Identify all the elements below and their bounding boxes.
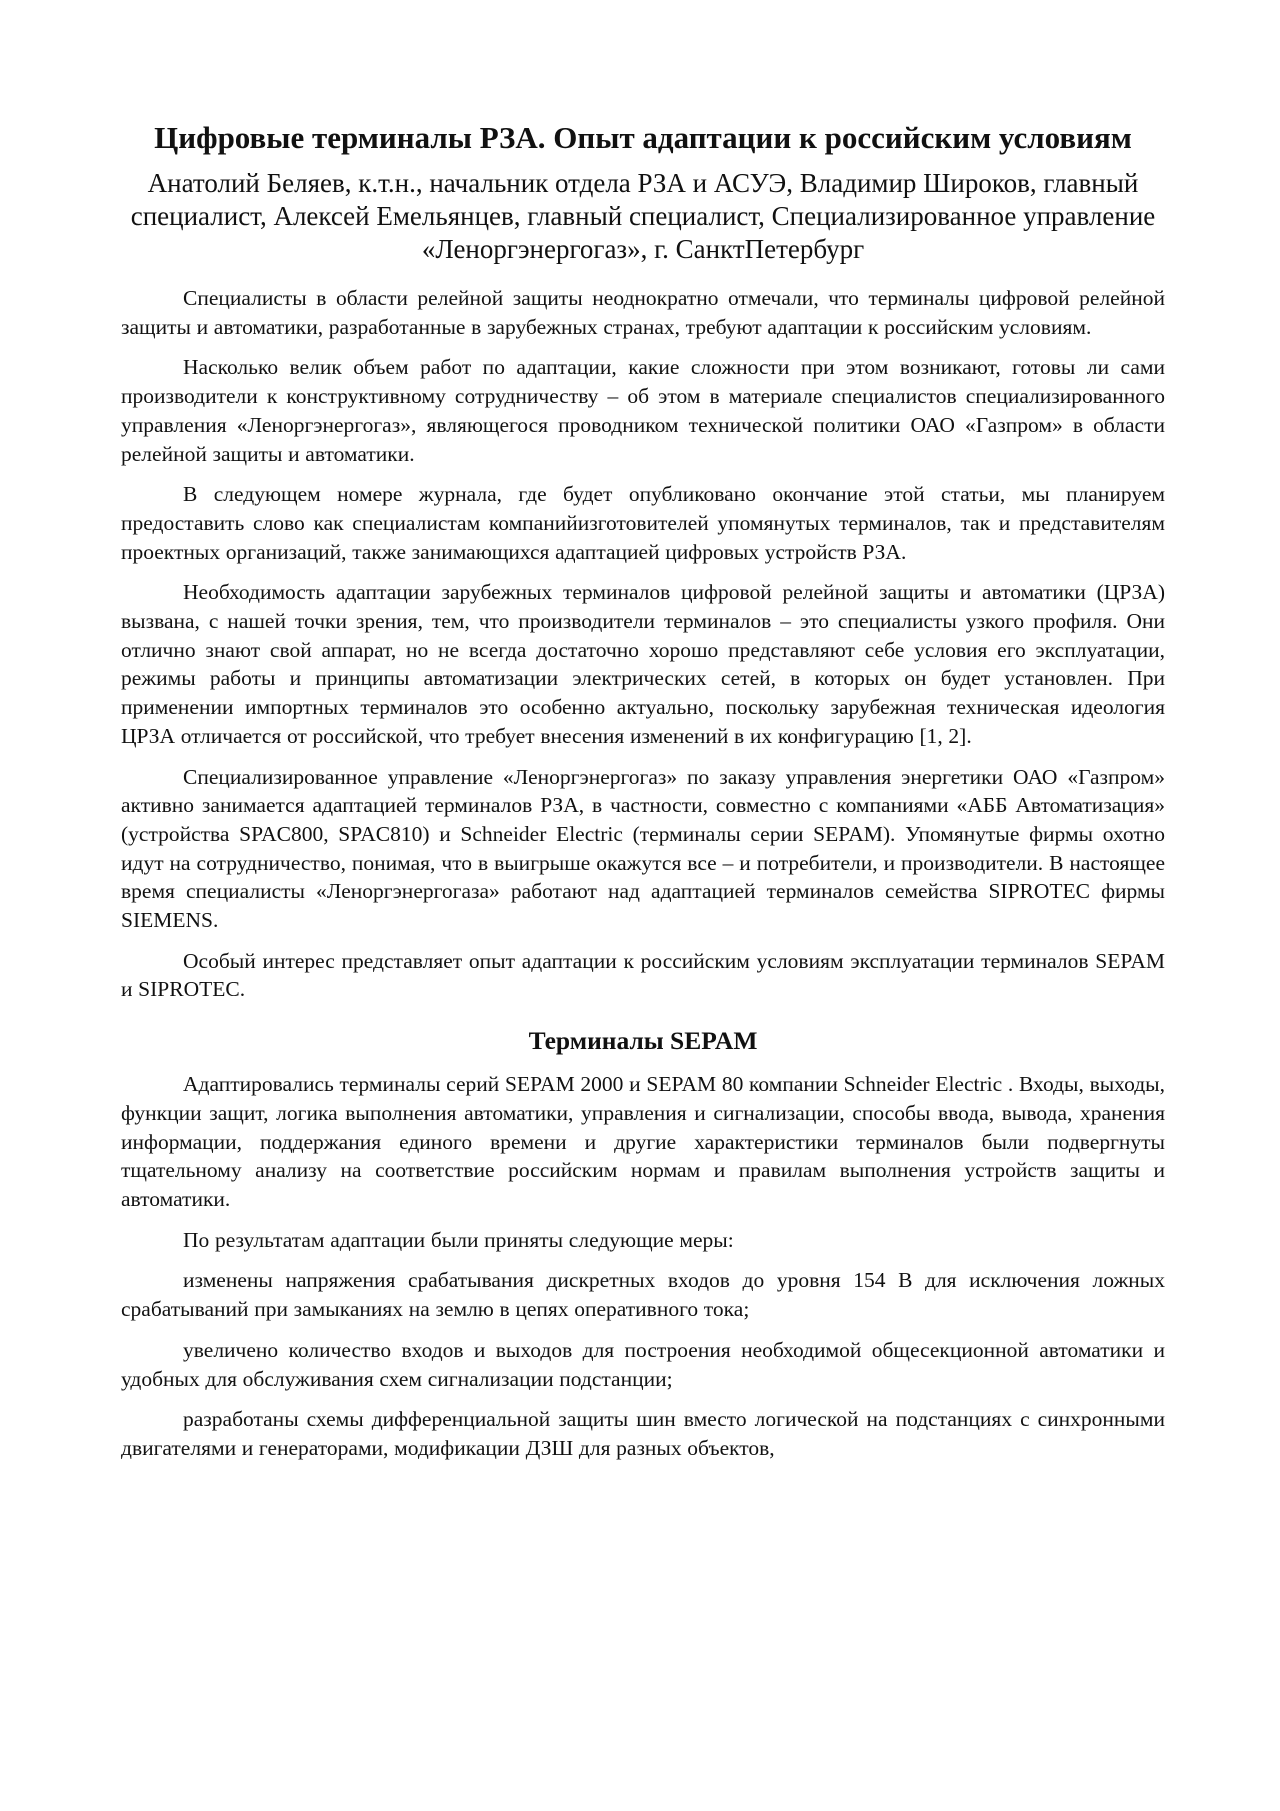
article-authors: Анатолий Беляев, к.т.н., начальник отдела РЗА и АСУЭ, Владимир Широков, главный специалист, Алексей Емельянцев, главный специалист, Специализированное управление «Леноргэнергогаз», г. СанктПетербург (130, 168, 1156, 264)
intro-paragraph-2: Насколько велик объем работ по адаптации, какие сложности при этом возникают, готовы ли сами производители к конструктивному сотрудничеству – об этом в материале специалистов специализированного управления «Леноргэнергогаз», являющегося проводником технической политики ОАО «Газпром» в области релейной защиты и автоматики. (121, 355, 1165, 466)
section-heading-sepam: Терминалы SEPAM (528, 1026, 758, 1056)
section-paragraph-2: По результатам адаптации были приняты следующие меры: (183, 1227, 734, 1252)
section-paragraph-3: изменены напряжения срабатывания дискретных входов до уровня 154 В для исключения ложных срабатываний при замыканиях на землю в цепях оперативного тока; (121, 1268, 1165, 1322)
intro-paragraph-3: В следующем номере журнала, где будет опубликовано окончание этой статьи, мы планируем предоставить слово как специалистам компанийизготовителей упомянутых терминалов, так и представителям проектных организаций, также занимающихся адаптацией цифровых устройств РЗА. (121, 482, 1165, 564)
intro-paragraph-6: Особый интерес представляет опыт адаптации к российским условиям эксплуатации терминалов SEPAM и SIPROTEC. (121, 948, 1165, 1002)
section-paragraph-1: Адаптировались терминалы серий SEPAM 2000 и SEPAM 80 компании Schneider Electric . Входы, выходы, функции защит, логика выполнения автоматики, управления и сигнализации, способы ввода, вывода, хранения информации, поддержания единого времени и другие характеристики терминалов были подвергнуты тщательному анализу на соответствие российским нормам и правилам выполнения устройств защиты и автоматики. (121, 1072, 1165, 1211)
intro-paragraph-1: Специалисты в области релейной защиты неоднократно отмечали, что терминалы цифровой релейной защиты и автоматики, разработанные в зарубежных странах, требуют адаптации к российским условиям. (121, 286, 1165, 339)
article-title: Цифровые терминалы РЗА. Опыт адаптации к российским условиям (154, 120, 1132, 155)
intro-paragraph-5: Специализированное управление «Леноргэнергогаз» по заказу управления энергетики ОАО «Газпром» активно занимается адаптацией терминалов РЗА, в частности, совместно с компаниями «АББ Автоматизация» (устройства SPAC800, SPAC810) и Schneider Electric (терминалы серии SEPAM). Упомянутые фирмы охотно идут на сотрудничество, понимая, что в выигрыше окажутся все – и потребители, и производители. В настоящее время специалисты «Леноргэнергогаза» работают над адаптацией терминалов семейства SIPROTEC фирмы SIEMENS. (121, 764, 1165, 933)
intro-paragraph-4: Необходимость адаптации зарубежных терминалов цифровой релейной защиты и автоматики (ЦРЗА) вызвана, с нашей точки зрения, тем, что производители терминалов – это специалисты узкого профиля. Они отлично знают свой аппарат, но не всегда достаточно хорошо представляют себе условия его эксплуатации, режимы работы и принципы автоматизации электрических сетей, в которых он будет установлен. При применении импортных терминалов это особенно актуально, поскольку зарубежная техническая идеология ЦРЗА отличается от российской, что требует внесения изменений в их конфигурацию [1, 2]. (121, 580, 1165, 748)
section-paragraph-4: увеличено количество входов и выходов для построения необходимой общесекционной автоматики и удобных для обслуживания схем сигнализации подстанции; (121, 1337, 1165, 1391)
section-paragraph-5: разработаны схемы дифференциальной защиты шин вместо логической на подстанциях с синхронными двигателями и генераторами, модификации ДЗШ для разных объектов, (121, 1407, 1165, 1460)
